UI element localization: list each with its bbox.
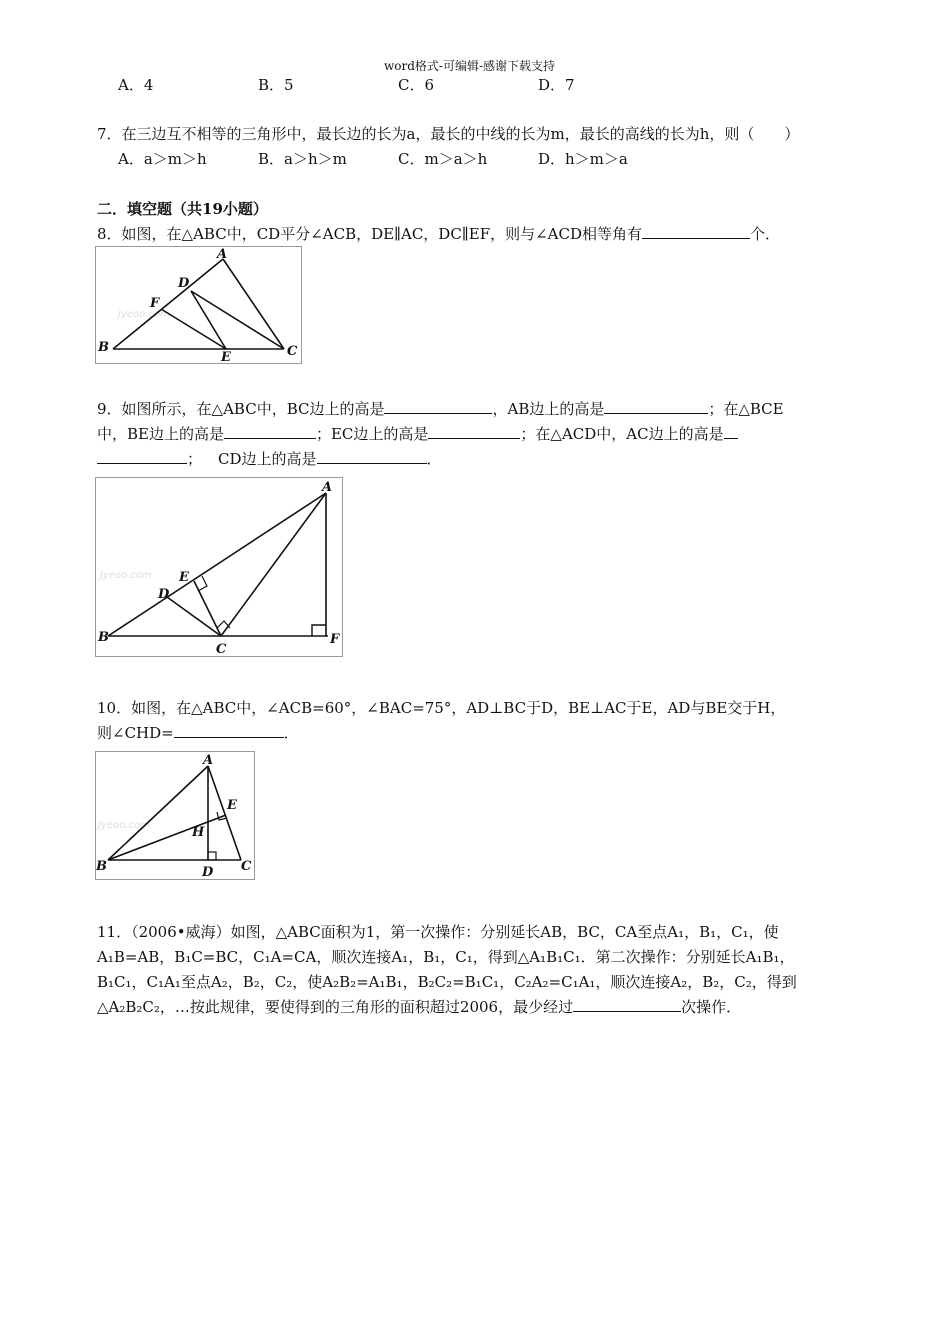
q11-line-1: 11．（2006•威海）如图，△ABC面积为1，第一次操作：分别延长AB，BC，CA至点A₁，B₁，C₁，使 [97,923,779,941]
q8-text-1: 8．如图，在△ABC中，CD平分∠ACB，DE∥AC，DC∥EF，则与∠ACD相等角有 [97,225,643,243]
q9-text-2c: ；在△ACD中，AC边上的高是 [520,425,724,443]
q9-line-3 [97,448,442,469]
q10-label-3: B [96,859,107,874]
q9-label-2: D [158,587,170,602]
q11-line-3: B₁C₁，C₁A₁至点A₂，B₂，C₂，使A₂B₂=A₁B₁，B₂C₂=B₁C₁，C₂A₂=C₁A₁，顺次连接A₂，B₂，C₂，得到 [97,973,797,991]
q9-text-1b: ，AB边上的高是 [492,400,605,418]
q7-option-d: D．h＞m＞a [538,150,628,168]
q9-label-4: C [216,642,227,656]
q9-figure [95,477,343,657]
svg-text:Jyeoo.com: Jyeoo.com [98,820,150,831]
svg-text:Jyeoo.com: Jyeoo.com [100,570,152,581]
q10-text-2b: ． [283,724,299,742]
q9-blank-4[interactable] [428,424,520,439]
q7-option-c: C．m＞a＞h [398,150,488,168]
q6-option-c: C．6 [398,76,435,94]
q8-text [97,223,780,244]
q9-label-1: E [179,570,189,585]
q9-label-5: F [330,632,340,647]
q8-figure [95,246,302,364]
q9-blank-1[interactable] [384,399,492,414]
q9-blank-5b[interactable] [97,449,187,464]
q10-text-2a: 则∠CHD= [97,724,174,742]
q10-answer-blank[interactable] [174,723,284,738]
q9-text-3a: ； [187,450,203,468]
q8-answer-blank[interactable] [642,224,750,239]
q9-text-1a: 9．如图所示，在△ABC中，BC边上的高是 [97,400,385,418]
q8-text-2: 个． [750,225,781,243]
q8-label-3: B [98,340,109,355]
q9-label-3: B [98,630,109,645]
q10-label-4: D [202,865,214,879]
q9-blank-5a[interactable] [724,424,738,439]
q7-option-a: A．a＞m＞h [118,150,207,168]
q11-text-4a: △A₂B₂C₂，…按此规律，要使得到的三角形的面积超过2006，最少经过 [97,998,574,1016]
q9-text-3b: CD边上的高是 [218,450,317,468]
q8-label-1: D [178,276,190,291]
q8-label-5: C [287,344,298,359]
q7-stem: 7．在三边互不相等的三角形中，最长边的长为a，最长的中线的长为m，最长的高线的长为h，则（ ） [97,125,800,143]
q10-figure [95,751,255,880]
svg-text:Jyeoo.com: Jyeoo.com [118,309,170,320]
q9-label-0: A [322,480,333,495]
q8-label-0: A [217,247,228,262]
q9-text-3c: ． [426,450,442,468]
q11-line-4 [97,996,741,1017]
q6-option-b: B．5 [258,76,294,94]
q7-option-b: B．a＞h＞m [258,150,347,168]
q9-blank-2[interactable] [604,399,708,414]
q6-option-d: D．7 [538,76,575,94]
q11-text-4b: 次操作． [681,998,742,1016]
q6-option-a: A．4 [118,76,154,94]
q10-label-5: C [241,859,252,874]
q9-blank-3[interactable] [224,424,316,439]
q10-label-2: H [192,825,205,840]
q11-line-2: A₁B=AB，B₁C=BC，C₁A=CA，顺次连接A₁，B₁，C₁，得到△A₁B₁C₁．第二次操作：分别延长A₁B₁， [97,948,795,966]
section-heading: 二．填空题（共19小题） [97,200,268,218]
q10-line-1: 10．如图，在△ABC中，∠ACB=60°，∠BAC=75°，AD⊥BC于D，BE⊥AC于E，AD与BE交于H， [97,699,786,717]
q9-line-2 [97,423,738,444]
q9-text-1c: ；在△BCE [708,400,784,418]
q9-blank-6[interactable] [317,449,427,464]
q9-text-2b: ；EC边上的高是 [315,425,429,443]
q10-label-1: E [227,798,237,813]
q9-text-2a: 中，BE边上的高是 [97,425,224,443]
q8-label-2: F [150,296,160,311]
q10-line-2 [97,722,299,743]
q11-answer-blank[interactable] [573,997,681,1012]
q10-label-0: A [203,753,214,768]
q8-label-4: E [221,350,231,363]
page-header: word格式-可编辑-感谢下载支持 [384,59,556,73]
q9-line-1 [97,398,784,419]
